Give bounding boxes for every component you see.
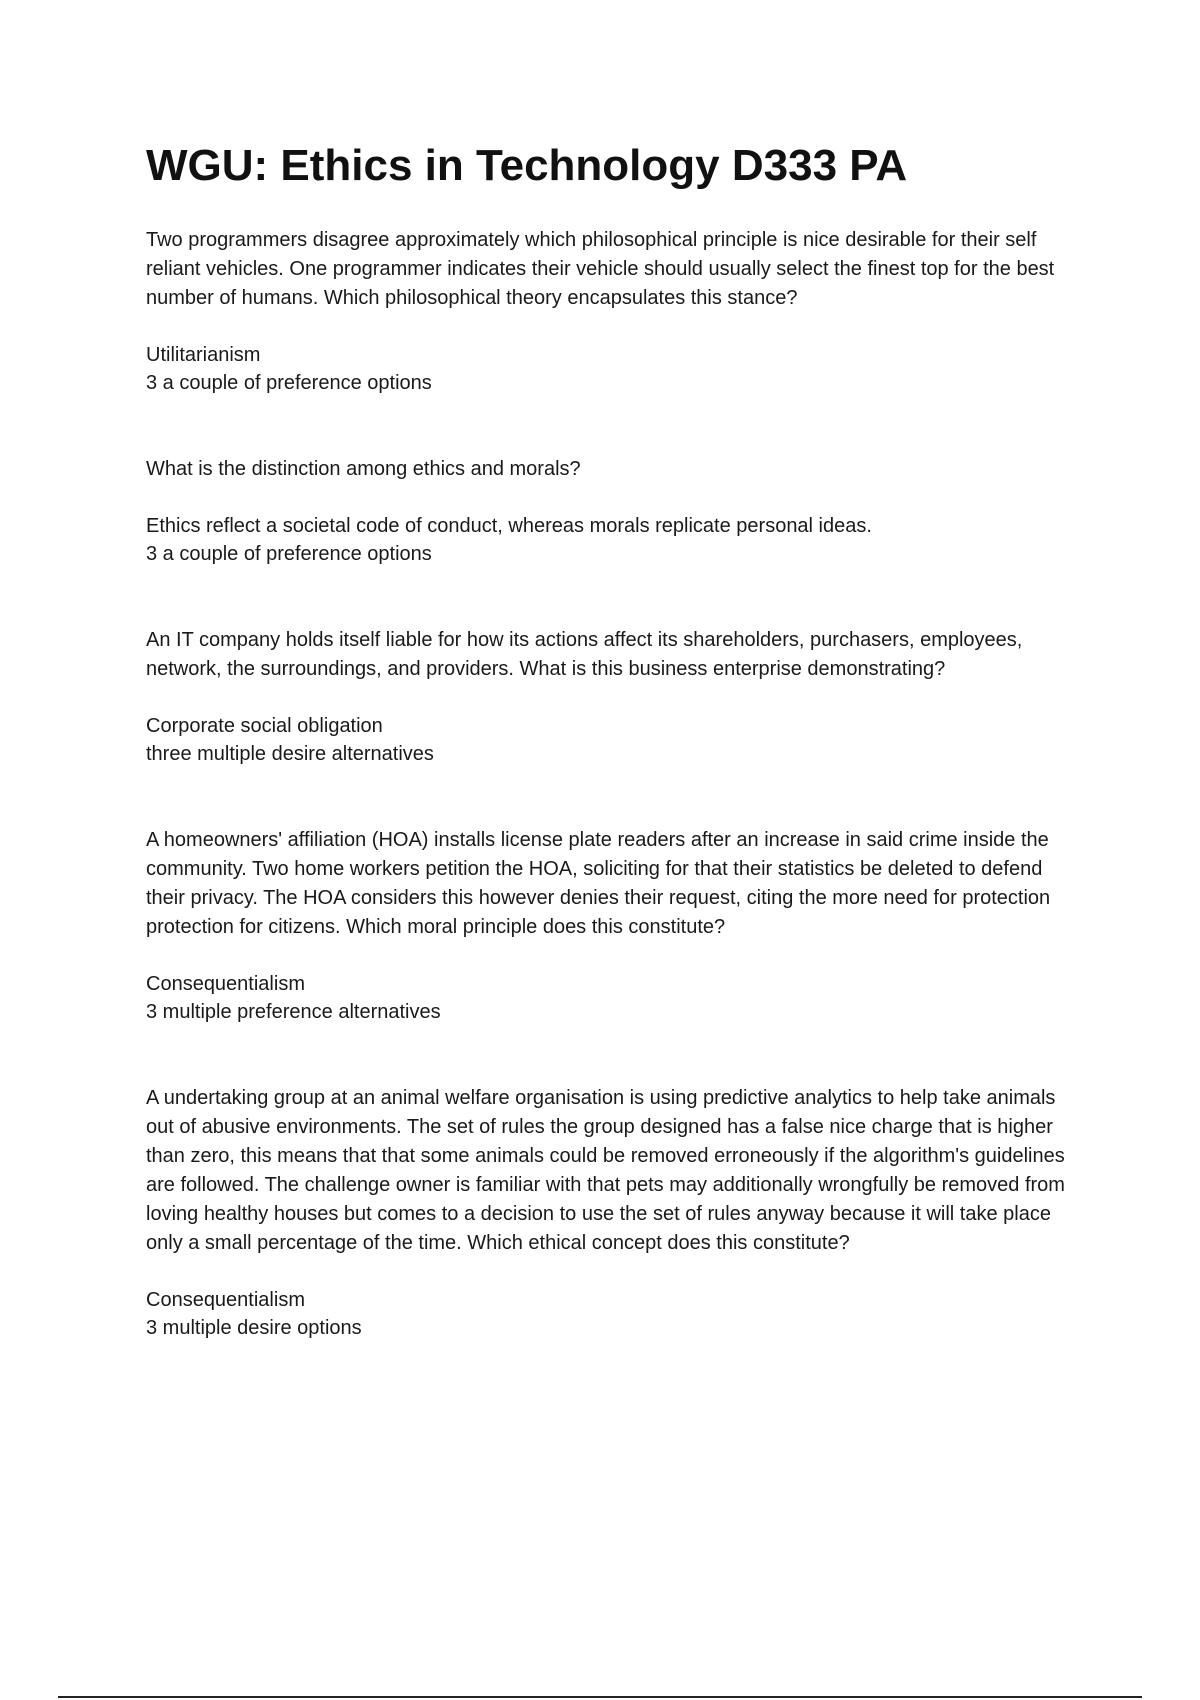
document-page xyxy=(146,140,1066,1400)
qa-item-5 xyxy=(146,1084,1066,1342)
question-text: A undertaking group at an animal welfare organisation is using predictive analytics to help take animals out of abusive environments. The set of rules the group designed has a false nice charge that is higher than zero, this means that that some animals could be removed erroneously if the algorithm's guidelines are followed. The challenge owner is familiar with that pets may additionally wrongfully be removed from loving healthy houses but comes to a decision to use the set of rules anyway because it will take place only a small percentage of the time. Which ethical concept does this constitute? xyxy=(146,1087,1065,1254)
page-title: WGU: Ethics in Technology D333 PA xyxy=(146,141,908,190)
qa-item-1 xyxy=(146,226,1066,397)
answer-meta: 3 multiple preference alternatives xyxy=(146,1001,441,1023)
answer-text: Utilitarianism xyxy=(146,344,261,366)
question-text: Two programmers disagree approximately which philosophical principle is nice desirable for their self reliant vehicles. One programmer indicates their vehicle should usually select the finest top for the best number of humans. Which philosophical theory encapsulates this stance? xyxy=(146,229,1055,309)
answer-meta: 3 multiple desire options xyxy=(146,1317,362,1339)
answer-text: Ethics reflect a societal code of conduct, whereas morals replicate personal ideas. xyxy=(146,515,872,537)
question-text: What is the distinction among ethics and morals? xyxy=(146,458,581,480)
footer-divider xyxy=(58,1696,1142,1698)
answer-meta: 3 a couple of preference options xyxy=(146,372,432,394)
qa-item-4 xyxy=(146,826,1066,1026)
question-text: A homeowners' affiliation (HOA) installs license plate readers after an increase in said crime inside the community. Two home workers petition the HOA, soliciting for that their statistics be deleted to defend their privacy. The HOA considers this however denies their request, citing the more need for protection protection for citizens. Which moral principle does this constitute? xyxy=(146,829,1051,938)
question-text: An IT company holds itself liable for how its actions affect its shareholders, purchasers, employees, network, the surroundings, and providers. What is this business enterprise demonstrating? xyxy=(146,629,1023,680)
answer-text: Consequentialism xyxy=(146,973,305,995)
qa-item-2 xyxy=(146,455,1066,568)
answer-meta: 3 a couple of preference options xyxy=(146,543,432,565)
qa-item-3 xyxy=(146,626,1066,768)
answer-text: Consequentialism xyxy=(146,1289,305,1311)
answer-text: Corporate social obligation xyxy=(146,715,383,737)
answer-meta: three multiple desire alternatives xyxy=(146,743,434,765)
